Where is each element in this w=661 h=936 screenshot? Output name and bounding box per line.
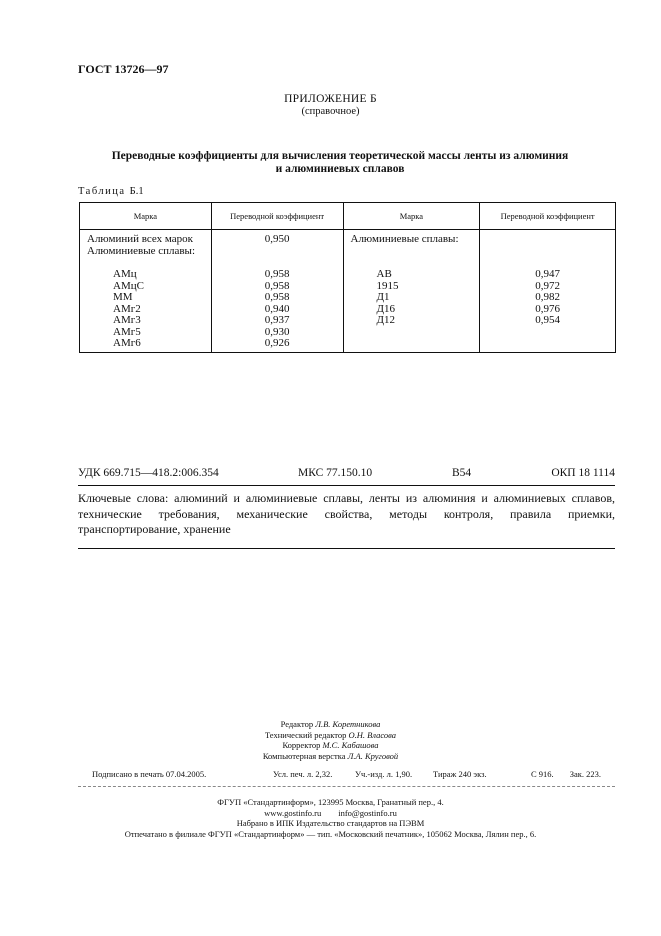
- grade-cell: Д12: [376, 314, 396, 326]
- table-body-row: [80, 230, 616, 353]
- staff-name: Л.А. Круговой: [347, 750, 399, 761]
- order-number: Зак. 223.: [569, 769, 601, 779]
- publisher-website: www.gostinfo.ru: [264, 807, 322, 818]
- signed-date: Подписано в печать 07.04.2005.: [92, 769, 207, 779]
- coef-cell: 0,972: [535, 279, 561, 292]
- publisher-address: ФГУП «Стандартинформ», 123995 Москва, Гранатный пер., 4.: [217, 797, 444, 807]
- coef-cell: 0,950: [264, 233, 290, 245]
- mks-code: МКС 77.150.10: [298, 467, 373, 479]
- table-heading: [60, 150, 620, 176]
- group-aluminium-all: Алюминий всех марок: [87, 233, 194, 245]
- coefficient-table: [79, 202, 616, 353]
- staff-name: О.Н. Власова: [348, 729, 397, 740]
- table-heading-line1: Переводные коэффициенты для вычисления теоретической массы ленты из алюминия: [111, 150, 569, 162]
- coef-cell: 0,958: [264, 279, 290, 292]
- header-coef-right: Переводной коэффициент: [480, 203, 616, 230]
- coef-cell: 0,958: [264, 291, 290, 303]
- typeset-info: Набрано в ИПК Издательство стандартов на ПЭВМ: [236, 818, 425, 828]
- left-coef-column: [211, 230, 343, 353]
- print-sheets: Усл. печ. л. 2,32.: [273, 769, 333, 779]
- coef-cell: 0,947: [535, 268, 561, 280]
- coef-cell: 0,940: [264, 302, 290, 315]
- appendix-subtitle: (справочное): [301, 106, 360, 117]
- table-caption-prefix: Таблица: [78, 186, 126, 197]
- staff-name: М.С. Кабашова: [322, 740, 379, 750]
- table-heading-line2: и алюминиевых сплавов: [275, 163, 405, 175]
- imprint: [0, 797, 661, 839]
- header-coef-left: Переводной коэффициент: [211, 203, 343, 230]
- grade-cell: АМг2: [113, 302, 141, 315]
- coef-cell: 0,926: [264, 337, 290, 349]
- keywords: Ключевые слова: алюминий и алюминиевые сплавы, ленты из алюминия и алюминиевых сплавов, технические требования, механические свойства, методы контроля, правила приемки, транспортирование, хранение: [78, 491, 615, 536]
- table-caption-number: Б.1: [129, 186, 144, 197]
- grade-cell: 1915: [376, 279, 399, 292]
- staff-role: Компьютерная верстка: [262, 750, 346, 761]
- staff-role: Технический редактор: [264, 729, 347, 740]
- table-header-row: [80, 203, 616, 230]
- printed-info: Отпечатано в филиале ФГУП «Стандартинформ» — тип. «Московский печатник», 105062 Москва, Лялин пер., 6.: [124, 828, 537, 839]
- staff-name: Л.В. Коретникова: [315, 719, 381, 729]
- grade-cell: Д1: [376, 291, 390, 303]
- divider-top: [78, 485, 615, 486]
- staff-role: Корректор: [282, 740, 321, 750]
- grade-cell: Д16: [376, 302, 396, 315]
- udk-code: УДК 669.715—418.2:006.354: [78, 467, 219, 479]
- coef-cell: 0,976: [535, 302, 561, 315]
- grade-cell: АМцС: [113, 279, 144, 292]
- right-grade-column: [343, 230, 480, 353]
- print-run: Тираж 240 экз.: [433, 769, 487, 779]
- divider-bottom: [78, 548, 615, 549]
- group-code: В54: [452, 467, 472, 479]
- staff-editor: [0, 719, 661, 730]
- grade-cell: АМг6: [113, 337, 141, 349]
- dashed-divider: [78, 786, 615, 787]
- coef-cell: 0,930: [264, 325, 290, 338]
- table-caption: [78, 186, 144, 197]
- header-grade-right: Марка: [343, 203, 480, 230]
- staff-role: Редактор: [280, 719, 314, 729]
- right-coef-column: [480, 230, 616, 353]
- staff-tech-editor: [0, 730, 661, 741]
- grade-cell: АМг3: [113, 314, 141, 326]
- publisher-email: info@gostinfo.ru: [338, 807, 397, 818]
- okp-code: ОКП 18 1114: [551, 467, 615, 479]
- group-alloys-left: Алюминиевые сплавы:: [87, 244, 196, 257]
- header-grade-left: Марка: [80, 203, 212, 230]
- appendix-title: ПРИЛОЖЕНИЕ Б: [284, 93, 377, 105]
- edition-sheets: Уч.-изд. л. 1,90.: [355, 769, 413, 779]
- order-code: С 916.: [531, 769, 554, 779]
- staff-layout: [0, 751, 661, 762]
- staff-list: [0, 719, 661, 761]
- left-grade-column: [80, 230, 212, 353]
- grade-cell: АМц: [113, 268, 137, 280]
- group-alloys-right: Алюминиевые сплавы:: [350, 233, 459, 245]
- publisher-contacts: [0, 808, 661, 819]
- coef-cell: 0,958: [264, 268, 290, 280]
- grade-cell: АВ: [376, 268, 392, 280]
- standard-number: ГОСТ 13726—97: [78, 62, 169, 76]
- coef-cell: 0,937: [264, 314, 290, 326]
- staff-corrector: [0, 740, 661, 751]
- coef-cell: 0,982: [535, 291, 561, 303]
- grade-cell: АМг5: [113, 325, 141, 338]
- grade-cell: ММ: [113, 291, 133, 303]
- coef-cell: 0,954: [535, 314, 561, 326]
